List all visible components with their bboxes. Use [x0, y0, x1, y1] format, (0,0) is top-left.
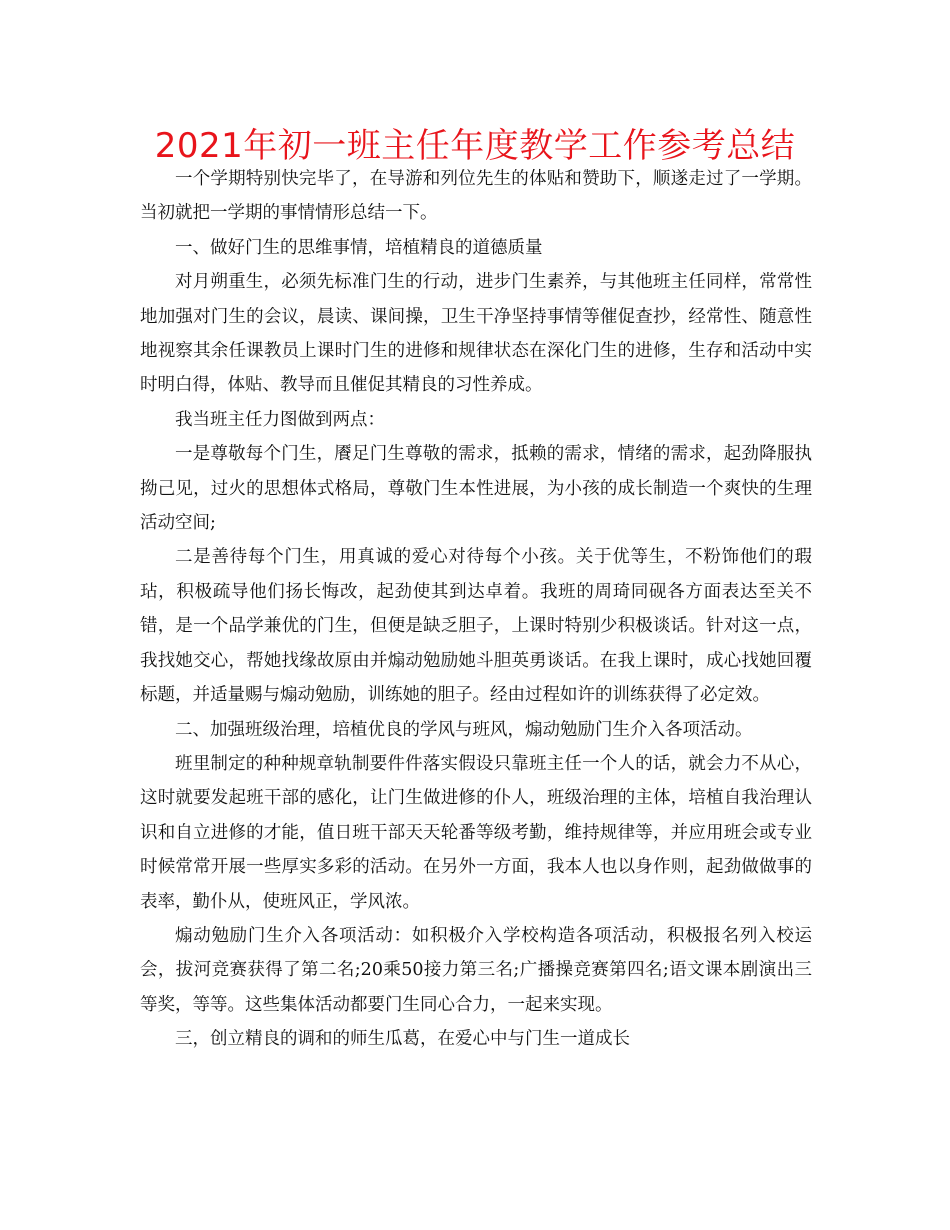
- section-heading: 一、做好门生的思维事情，培植精良的道德质量: [175, 237, 543, 258]
- paragraph: 班里制定的种种规章轨制要件件落实假设只靠班主任一个人的话，就会力不从心，这时就要发起班干部的感化，让门生做进修的仆人，班级治理的主体，培植自我治理认识和自立进修的才能，值日班干部天天轮番等级考勤，维持规律等，并应用班会或专业时候常常开展一些厚实多彩的活动。在另外一方面，我本人也以身作则，起劲做做事的表率，勤仆从，使班风正，学风浓。: [140, 753, 812, 912]
- paragraph: 对月朔重生，必须先标准门生的行动，进步门生素养，与其他班主任同样，常常性地加强对门生的会议，晨读、课间操，卫生干净坚持事情等催促查抄，经常性、随意性地视察其余任课教员上课时门生的进修和规律状态在深化门生的进修，生存和活动中实时明白得，体贴、教导而且催促其精良的习性养成。: [140, 272, 812, 396]
- document-title: 2021年初一班主任年度教学工作参考总结: [154, 126, 796, 166]
- paragraph: 一是尊敬每个门生，餍足门生尊敬的需求，抵赖的需求，情绪的需求，起劲降服执拗己见，过火的思想体式格局，尊敬门生本性进展，为小孩的成长制造一个爽快的生理活动空间;: [140, 444, 812, 534]
- paragraph: 二是善待每个门生，用真诚的爱心对待每个小孩。关于优等生，不粉饰他们的瑕玷，积极疏导他们扬长悔改，起劲使其到达卓着。我班的周琦同砚各方面表达至关不错，是一个品学兼优的门生，但便是缺乏胆子，上课时特别少积极谈话。针对这一点，我找她交心，帮她找缘故原由并煽动勉励她斗胆英勇谈话。在我上课时，成心找她回覆标题，并适量赐与煽动勉励，训练她的胆子。经由过程如许的训练获得了必定效。: [140, 547, 812, 706]
- section-heading: 三，创立精良的调和的师生瓜葛，在爱心中与门生一道成长: [175, 1029, 630, 1050]
- document-body: [140, 162, 812, 1057]
- paragraph: 我当班主任力图做到两点：: [175, 409, 385, 430]
- paragraph: 煽动勉励门生介入各项活动：如积极介入学校构造各项活动，积极报名列入校运会，拔河竞赛获得了第二名;20乘50接力第三名;广播操竞赛第四名;语文课本剧演出三等奖，等等。这些集体活动都要门生同心合力，一起来实现。: [140, 925, 812, 1015]
- section-heading: 二、加强班级治理，培植优良的学风与班风，煽动勉励门生介入各项活动。: [175, 719, 753, 740]
- paragraph: 一个学期特别快完毕了，在导游和列位先生的体贴和赞助下，顺遂走过了一学期。当初就把一学期的事情情形总结一下。: [140, 169, 812, 224]
